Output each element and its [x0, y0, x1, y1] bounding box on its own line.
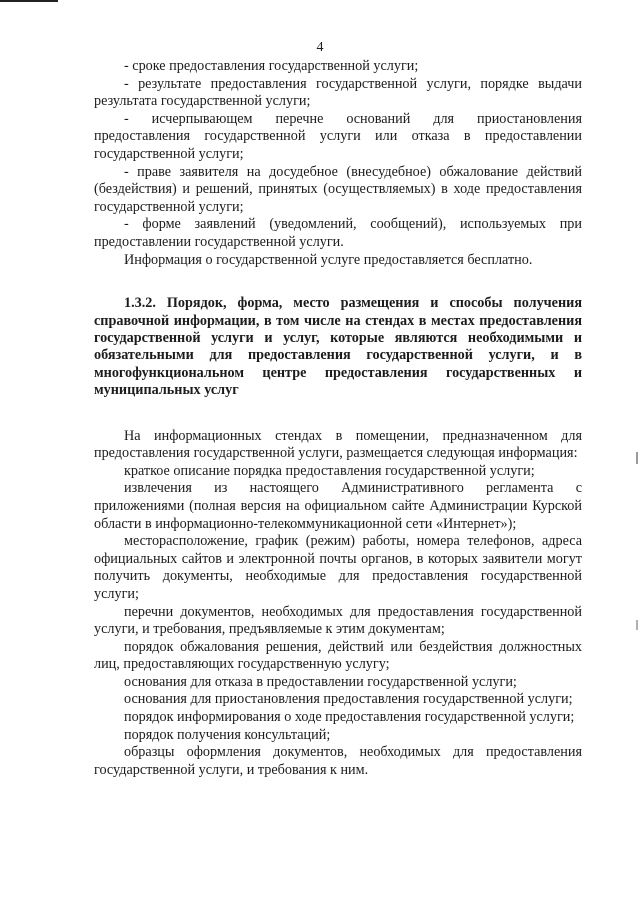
- section-heading: 1.3.2. Порядок, форма, место размещения и способы получения справочной информации, в том числе на стендах в местах предоставления государственной услуги и услуг, которые являются необходимыми и обязательными для предоставления государственной услуги, и в многофункциональном центре предоставления государственных и муниципальных услуг: [94, 295, 582, 399]
- free-of-charge-note: Информация о государственной услуге предоставляется бесплатно.: [124, 251, 533, 268]
- list-item: порядок информирования о ходе предоставления государственной услуги;: [124, 709, 575, 726]
- stands-intro: На информационных стендах в помещении, предназначенном для предоставления государственной услуги, размещается следующая информация:: [94, 427, 582, 462]
- list-item: извлечения из настоящего Административного регламента с приложениями (полная версия на официальном сайте Администрации Курской области в информационно-телекоммуникационной сети «Интернет»);: [94, 480, 582, 532]
- scan-edge-mark: [636, 620, 638, 630]
- list-item: - исчерпывающем перечне оснований для приостановления предоставления государственной услуги или отказа в предоставлении государственной услуги;: [94, 110, 582, 162]
- scan-edge-mark: [0, 0, 58, 2]
- list-item: - праве заявителя на досудебное (внесудебное) обжалование действий (бездействия) и решений, принятых (осуществляемых) в ходе предоставления государственной услуги;: [94, 163, 582, 215]
- scan-edge-mark: [636, 452, 638, 464]
- list-item: порядок получения консультаций;: [124, 726, 331, 743]
- list-item: образцы оформления документов, необходимых для предоставления государственной услуги, и требования к ним.: [94, 744, 582, 778]
- list-item: основания для отказа в предоставлении государственной услуги;: [124, 673, 517, 690]
- list-item: порядок обжалования решения, действий или бездействия должностных лиц, предоставляющих государственную услугу;: [94, 638, 582, 673]
- list-item: месторасположение, график (режим) работы, номера телефонов, адреса официальных сайтов и электронной почты органов, в которых заявители могут получить документы, необходимые для предоставления государственной услуги;: [94, 533, 582, 602]
- list-item: - форме заявлений (уведомлений, сообщений), используемых при предоставлении государственной услуги.: [94, 216, 582, 250]
- document-body: [94, 58, 582, 779]
- page-number: 4: [316, 40, 324, 55]
- list-item: краткое описание порядка предоставления государственной услуги;: [124, 462, 535, 479]
- list-item: перечни документов, необходимых для предоставления государственной услуги, и требования, предъявляемые к этим документам;: [94, 603, 582, 638]
- list-item: основания для приостановления предоставления государственной услуги;: [124, 691, 573, 708]
- list-item: - сроке предоставления государственной услуги;: [124, 58, 419, 74]
- list-item: - результате предоставления государственной услуги, порядке выдачи результата государственной услуги;: [94, 75, 582, 110]
